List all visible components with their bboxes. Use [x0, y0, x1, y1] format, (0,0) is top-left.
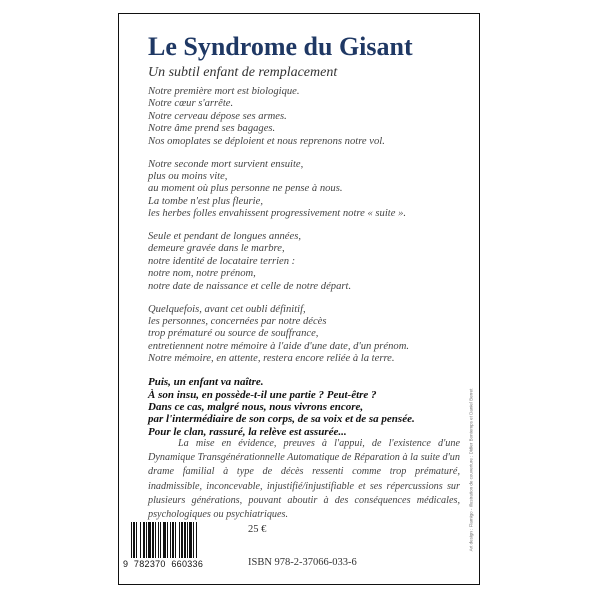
book-title: Le Syndrome du Gisant	[148, 32, 413, 61]
poem-line: Notre cerveau dépose ses armes.	[148, 110, 287, 122]
poem-line: par l'intermédiaire de son corps, de sa voix et de sa pensée.	[148, 413, 415, 426]
poem-line: entretiennent notre mémoire à l'aide d'une date, d'un prénom.	[148, 340, 409, 352]
cover-credit: Art design : Flamigo - Illustration de couverture : Didier Bontemps et Daniel Berret	[468, 388, 474, 552]
poem-line: Notre cœur s'arrête.	[148, 98, 234, 110]
poem-line: Dans ce cas, malgré nous, nous vivrons encore,	[148, 400, 364, 413]
barcode-bars	[123, 522, 235, 558]
poem-line: À son insu, en possède-t-il une partie ? Peut-être ?	[148, 388, 377, 401]
poem-line: notre identité de locataire terrien :	[148, 255, 296, 267]
book-subtitle: Un subtil enfant de remplacement	[148, 65, 338, 80]
blurb-paragraph: La mise en évidence, preuves à l'appui, de l'existence d'une Dynamique Transgénérationnelle Automatique de Réparation à la suite d'un drame familial à type de décès ressenti comme trop prématuré, inadmissible, inconcevable, injustifié/injustifiable et ses répercussions sur plusieurs générations, pouvant aboutir à des conséquences médicales, psychologiques ou psychiatriques.	[148, 438, 460, 521]
poem-line: Notre âme prend ses bagages.	[148, 123, 276, 135]
poem-line: demeure gravée dans le marbre,	[148, 243, 285, 255]
price: 25 €	[248, 524, 267, 535]
poem-line: notre date de naissance et celle de notre départ.	[148, 280, 352, 292]
poem-line: Quelquefois, avant cet oubli définitif,	[148, 303, 306, 315]
isbn: ISBN 978-2-37066-033-6	[248, 557, 357, 568]
poem-line: les herbes folles envahissent progressivement notre « suite ».	[148, 208, 407, 220]
barcode-digits: 9 782370 660336	[123, 559, 204, 569]
poem-line: Puis, un enfant va naître.	[148, 376, 264, 389]
poem-line: Notre seconde mort survient ensuite,	[148, 158, 304, 170]
poem-line: notre nom, notre prénom,	[148, 268, 256, 280]
poem-line: Notre mémoire, en attente, restera encore reliée à la terre.	[148, 353, 395, 365]
stanza-4	[148, 304, 458, 366]
poem-line: Pour le clan, rassuré, la relève est assurée...	[148, 425, 347, 438]
poem-line: au moment où plus personne ne pense à nous.	[148, 183, 343, 195]
barcode	[123, 522, 235, 568]
poem-line: Seule et pendant de longues années,	[148, 231, 301, 243]
poem-line: plus ou moins vite,	[148, 170, 228, 182]
poem-line: Notre première mort est biologique.	[148, 86, 300, 97]
stanza-3	[148, 231, 458, 293]
poem-line: trop prématuré ou source de souffrance,	[148, 328, 319, 340]
poem-line: Nos omoplates se déploient et nous reprenons notre vol.	[148, 135, 385, 147]
poem-line: La tombe n'est plus fleurie,	[148, 195, 263, 207]
stanza-2	[148, 159, 458, 221]
poem-line: les personnes, concernées par notre décès	[148, 316, 327, 327]
stanza-1	[148, 86, 458, 148]
poem	[148, 86, 458, 449]
barcode-bar	[197, 522, 198, 558]
stanza-5	[148, 376, 458, 438]
